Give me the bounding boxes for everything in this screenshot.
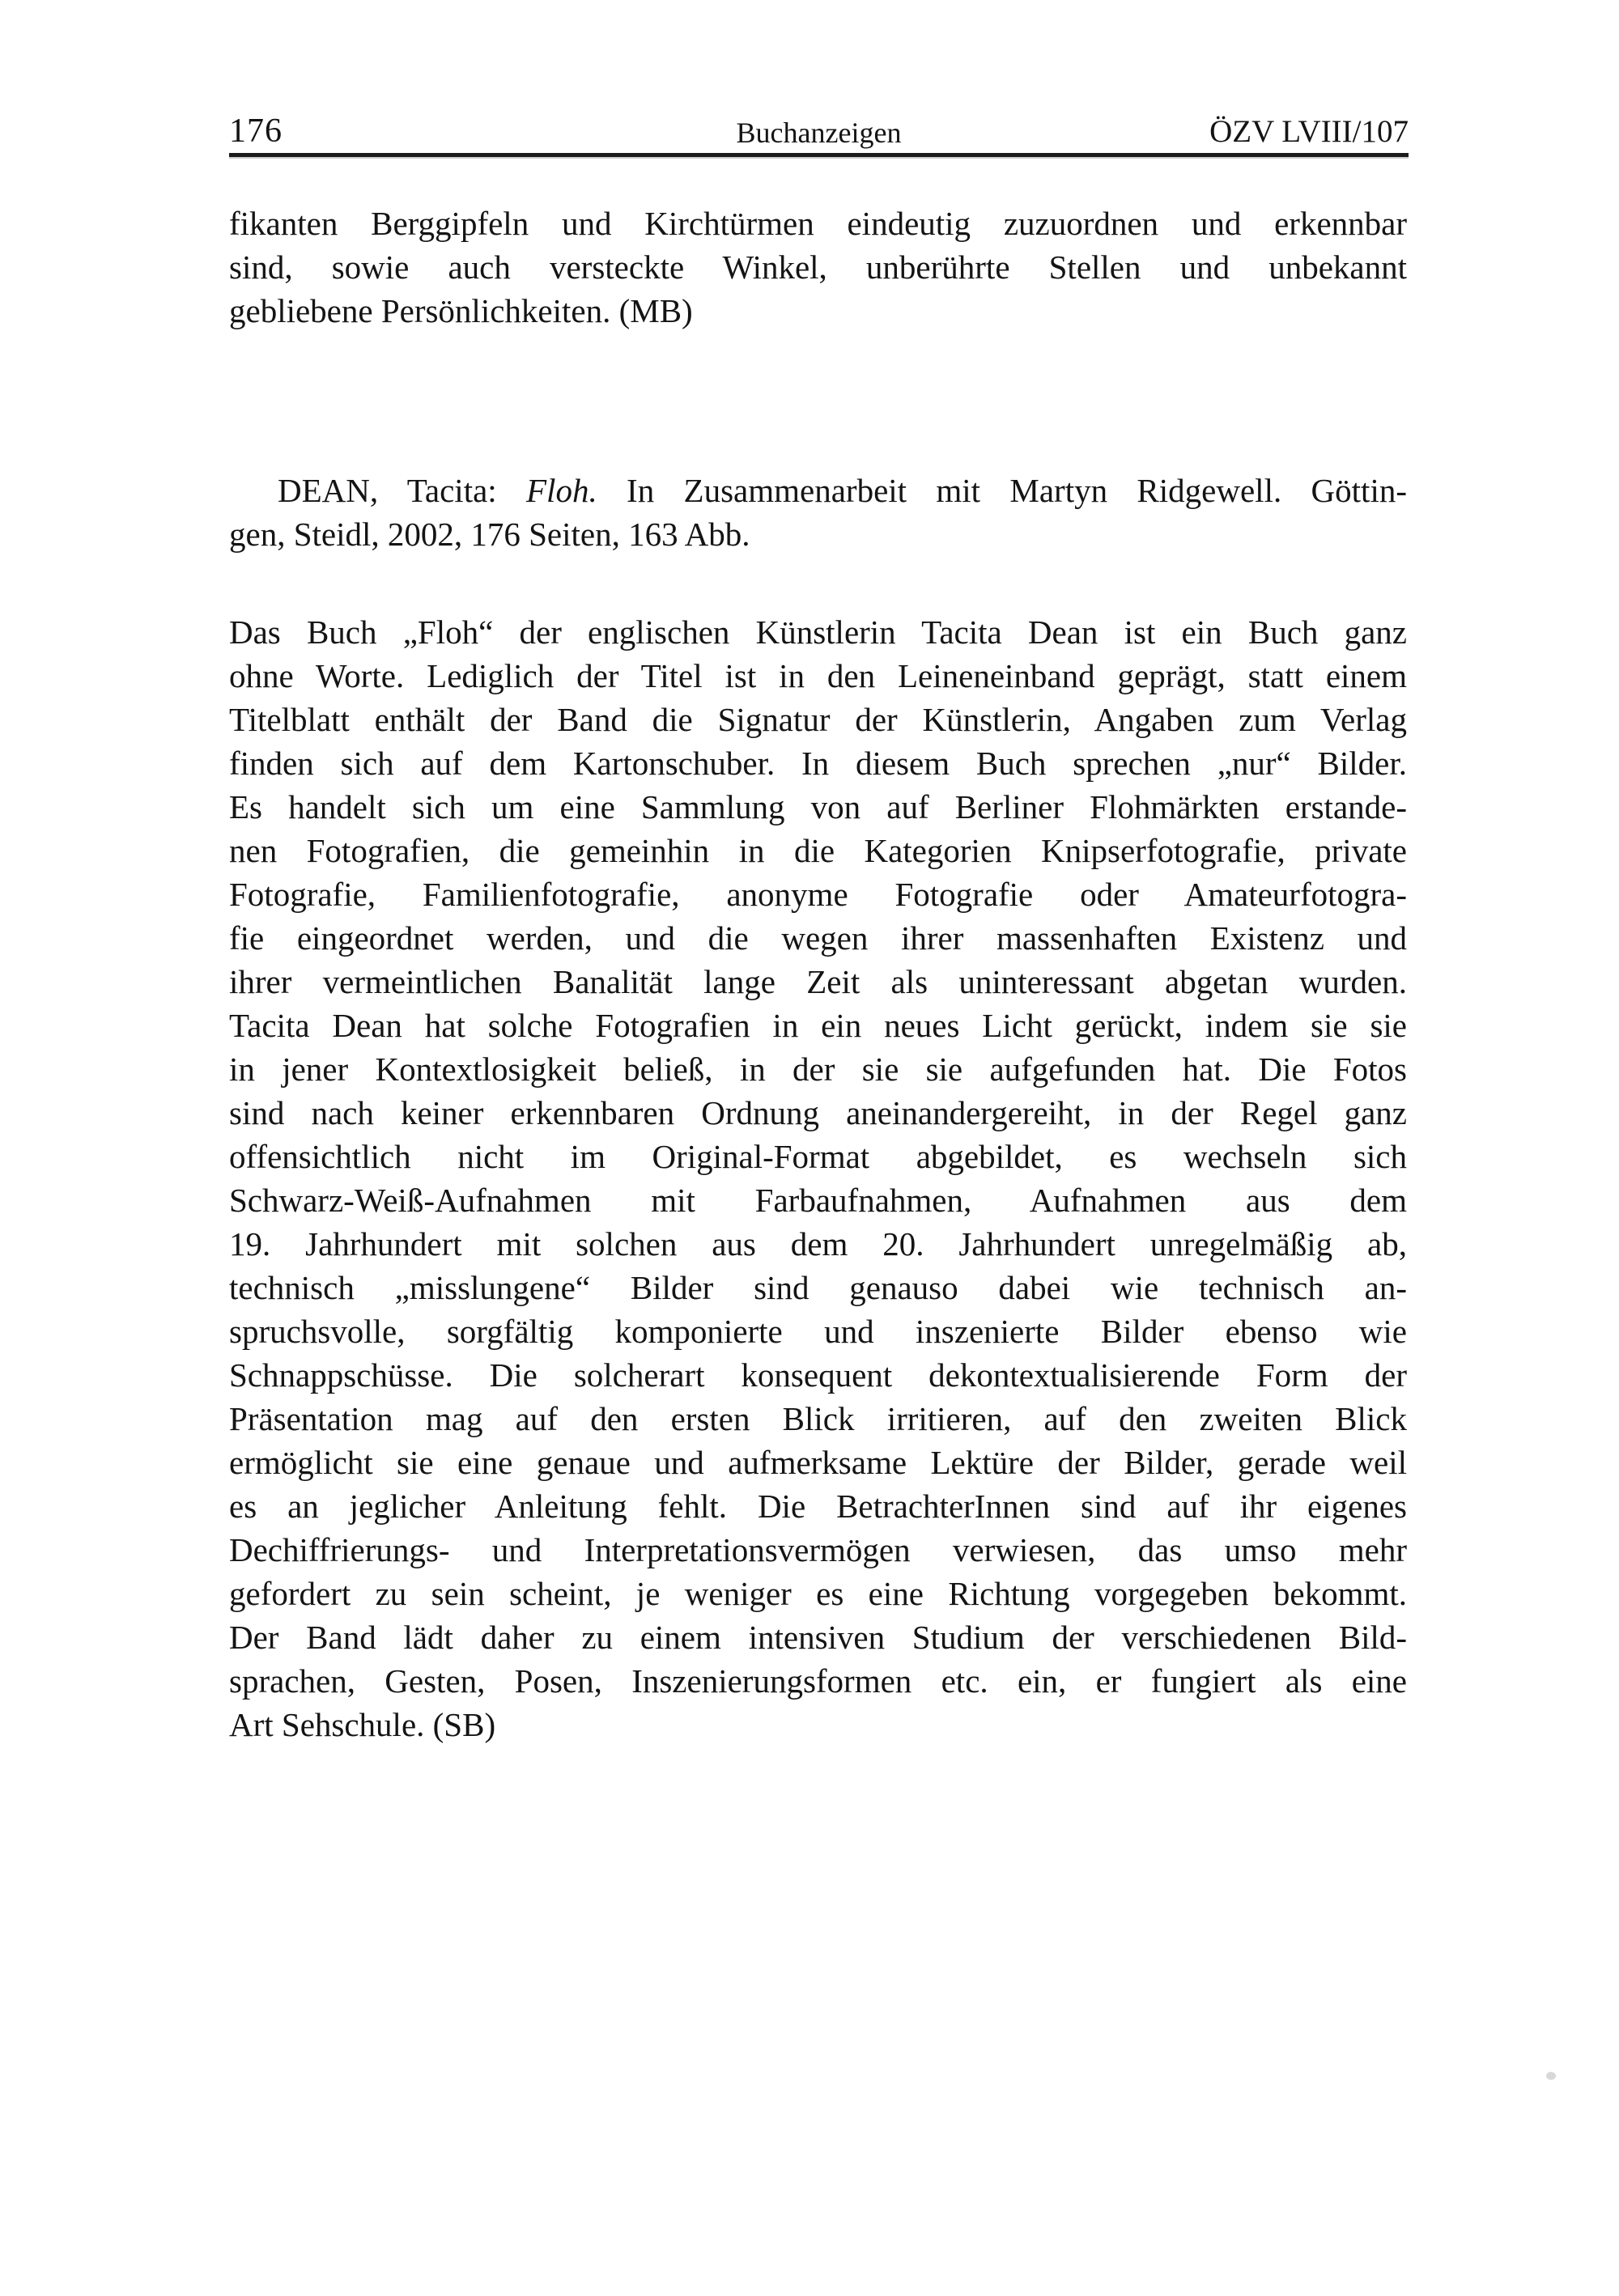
page-header [229, 104, 1409, 148]
text-line: sprachen, Gesten, Posen, Inszenierungsformen etc. ein, er fungiert als eine [229, 1662, 1407, 1700]
text-line: ihrer vermeintlichen Banalität lange Zeit als uninteressant abgetan wurden. [229, 963, 1407, 1000]
text-line: 19. Jahrhundert mit solchen aus dem 20. Jahrhundert unregelmäßig ab, [229, 1225, 1407, 1263]
review-tail-paragraph [229, 202, 1407, 333]
text-line: gen, Steidl, 2002, 176 Seiten, 163 Abb. [229, 516, 750, 553]
text-line: Tacita Dean hat solche Fotografien in ein neues Licht gerückt, indem sie sie [229, 1007, 1407, 1044]
header-rule [229, 153, 1409, 157]
text-line: Der Band lädt daher zu einem intensiven Studium der verschiedenen Bild- [229, 1619, 1407, 1656]
page-number: 176 [229, 112, 283, 150]
text-line: spruchsvolle, sorgfältig komponierte und inszenierte Bilder ebenso wie [229, 1313, 1407, 1350]
text-line: offensichtlich nicht im Original-Format abgebildet, es wechseln sich [229, 1138, 1407, 1175]
volume-issue-label: ÖZV LVIII/107 [1209, 114, 1409, 149]
text-line: gebliebene Persönlichkeiten. (MB) [229, 292, 693, 329]
text-line: Das Buch „Floh“ der englischen Künstlerin Tacita Dean ist ein Buch ganz [229, 613, 1407, 651]
text-line: Art Sehschule. (SB) [229, 1706, 496, 1743]
text-line: fie eingeordnet werden, und die wegen ihrer massenhaften Existenz und [229, 919, 1407, 957]
running-head: Buchanzeigen [736, 117, 902, 149]
text-line: finden sich auf dem Kartonschuber. In diesem Buch sprechen „nur“ Bilder. [229, 745, 1407, 782]
text-line: ohne Worte. Lediglich der Titel ist in den Leineneinband geprägt, statt einem [229, 657, 1407, 694]
text-line: nen Fotografien, die gemeinhin in die Kategorien Knipserfotografie, private [229, 832, 1407, 869]
review-body-paragraph [229, 610, 1407, 1746]
text-line: gefordert zu sein scheint, je weniger es eine Richtung vorgegeben bekommt. [229, 1575, 1407, 1612]
text-line: Fotografie, Familienfotografie, anonyme Fotografie oder Amateurfotogra- [229, 876, 1407, 913]
scan-speck-artifact [1546, 2072, 1556, 2080]
text-line: Präsentation mag auf den ersten Blick irritieren, auf den zweiten Blick [229, 1400, 1407, 1437]
text-line: in jener Kontextlosigkeit beließ, in der sie sie aufgefunden hat. Die Fotos [229, 1050, 1407, 1088]
text-line: Schwarz-Weiß-Aufnahmen mit Farbaufnahmen, Aufnahmen aus dem [229, 1182, 1407, 1219]
text-line: es an jeglicher Anleitung fehlt. Die BetrachterInnen sind auf ihr eigenes [229, 1488, 1407, 1525]
text-line: Schnappschüsse. Die solcherart konsequent dekontextualisierende Form der [229, 1356, 1407, 1394]
text-line: ermöglicht sie eine genaue und aufmerksame Lektüre der Bilder, gerade weil [229, 1444, 1407, 1481]
text-line: Titelblatt enthält der Band die Signatur der Künstlerin, Angaben zum Verlag [229, 701, 1407, 738]
text-line: Es handelt sich um eine Sammlung von auf Berliner Flohmärkten erstande- [229, 788, 1407, 825]
book-citation-paragraph [229, 469, 1407, 556]
text-line: DEAN, Tacita: Floh. In Zusammenarbeit mit Martyn Ridgewell. Göttin- [278, 472, 1407, 509]
text-line: sind, sowie auch versteckte Winkel, unberührte Stellen und unbekannt [229, 248, 1407, 286]
text-line: fikanten Berggipfeln und Kirchtürmen eindeutig zuzuordnen und erkennbar [229, 205, 1407, 242]
text-line: sind nach keiner erkennbaren Ordnung aneinandergereiht, in der Regel ganz [229, 1094, 1407, 1131]
text-line: technisch „misslungene“ Bilder sind genauso dabei wie technisch an- [229, 1269, 1407, 1306]
text-line: Dechiffrierungs- und Interpretationsvermögen verwiesen, das umso mehr [229, 1531, 1407, 1568]
